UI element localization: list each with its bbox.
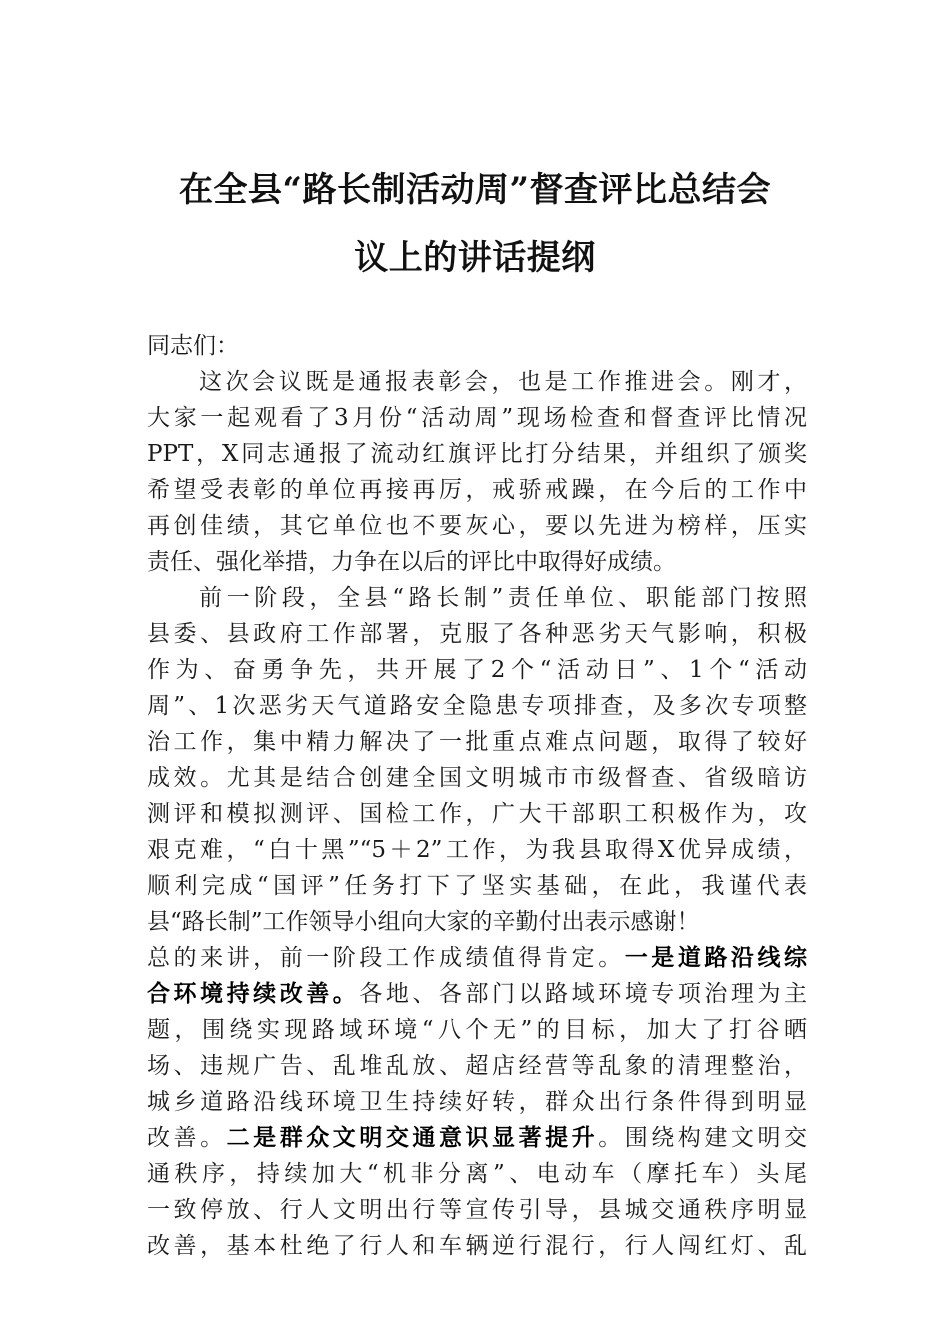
paragraph-3-text: 各地、各部门以路域环境专项治理为主 — [359, 981, 808, 1007]
paragraph-1-line: 再创佳绩，其它单位也不要灰心，要以先进为榜样，压实 — [147, 513, 807, 539]
paragraph-1-line: 希望受表彰的单位再接再厉，戒骄戒躁，在今后的工作中 — [147, 477, 807, 503]
paragraph-1-line: PPT，X同志通报了流动红旗评比打分结果，并组织了颁奖 — [147, 441, 807, 467]
paragraph-3-line: 题，围绕实现路域环境“八个无”的目标，加大了打谷晒 — [147, 1017, 807, 1043]
paragraph-2-line: 艰克难，“白十黑”“5＋2”工作，为我县取得X优异成绩， — [147, 837, 807, 863]
point-two-heading: 二是群众文明交通意识显著提升 — [226, 1124, 599, 1151]
paragraph-3-line: 一致停放、行人文明出行等宣传引导，县城交通秩序明显 — [147, 1197, 807, 1223]
paragraph-2-line: 县委、县政府工作部署，克服了各种恶劣天气影响，积极 — [147, 621, 807, 647]
paragraph-3-line: 改善，基本杜绝了行人和车辆逆行混行，行人闯红灯、乱 — [147, 1233, 807, 1259]
paragraph-1-line: 这次会议既是通报表彰会，也是工作推进会。刚才， — [199, 369, 807, 395]
paragraph-3-line — [147, 942, 807, 974]
paragraph-3-line: 场、违规广告、乱堆乱放、超店经营等乱象的清理整治， — [147, 1053, 807, 1079]
paragraph-2-line: 成效。尤其是结合创建全国文明城市市级督查、省级暗访 — [147, 765, 807, 791]
paragraph-3-line: 通秩序，持续加大“机非分离”、电动车（摩托车）头尾 — [147, 1161, 807, 1187]
paragraph-2-line: 顺利完成“国评”任务打下了坚实基础，在此，我谨代表 — [147, 873, 807, 899]
paragraph-2-line: 作为、奋勇争先，共开展了2个“活动日”、1个“活动 — [147, 657, 807, 683]
paragraph-2-line: 周”、1次恶劣天气道路安全隐患专项排查，及多次专项整 — [147, 693, 807, 719]
paragraph-2-line: 县“路长制”工作领导小组向大家的辛勤付出表示感谢！ — [147, 909, 700, 935]
paragraph-1-line: 大家一起观看了3月份“活动周”现场检查和督查评比情况 — [147, 405, 807, 431]
paragraph-3-text: 。围绕构建文明交 — [598, 1125, 808, 1151]
paragraph-2-line: 前一阶段，全县“路长制”责任单位、职能部门按照 — [199, 585, 807, 611]
paragraph-2-line: 测评和模拟测评、国检工作，广大干部职工积极作为，攻 — [147, 801, 807, 827]
paragraph-3-text: 总的来讲，前一阶段工作成绩值得肯定。 — [147, 945, 625, 971]
point-one-heading: 一是道路沿线综 — [624, 944, 808, 971]
paragraph-1-line: 责任、强化举措，力争在以后的评比中取得好成绩。 — [147, 549, 676, 575]
paragraph-2-line: 治工作，集中精力解决了一批重点难点问题，取得了较好 — [147, 729, 807, 755]
paragraph-3-line: 城乡道路沿线环境卫生持续好转，群众出行条件得到明显 — [147, 1089, 807, 1115]
point-one-heading-cont: 合环境持续改善。 — [147, 980, 360, 1007]
paragraph-3-text: 改善。 — [147, 1125, 227, 1151]
document-title-line-1: 在全县“路长制活动周”督查评比总结会 — [178, 170, 772, 210]
paragraph-3-line — [147, 1122, 807, 1154]
paragraph-3-line — [147, 978, 807, 1010]
salutation: 同志们： — [147, 333, 239, 359]
document-title-line-2: 议上的讲话提纲 — [354, 238, 596, 278]
